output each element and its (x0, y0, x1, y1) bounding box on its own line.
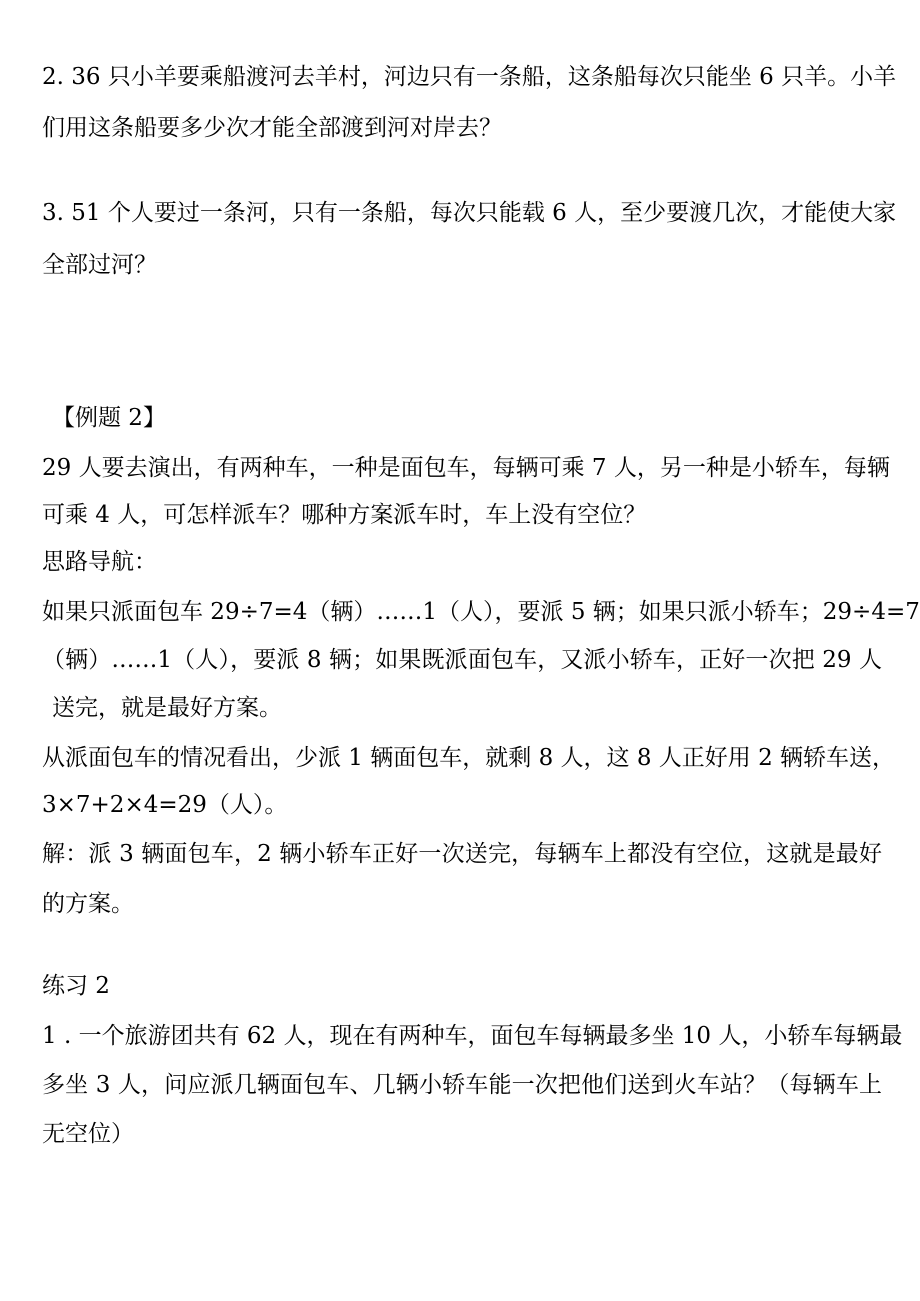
example-2-heading: 【例题 2】 (52, 405, 166, 431)
example-2-solution-line-2: 的方案。 (42, 891, 134, 917)
example-2-guide-line-2: （辆）……1（人），要派 8 辆；如果既派面包车，又派小轿车，正好一次把 29 人 (42, 647, 882, 673)
problem-3-line-2: 全部过河？ (42, 252, 157, 278)
example-2-guide-line-1: 如果只派面包车 29÷7=4（辆）……1（人），要派 5 辆；如果只派小轿车；29÷4=7 (42, 599, 920, 625)
example-2-analysis-line-1: 从派面包车的情况看出，少派 1 辆面包车，就剩 8 人，这 8 人正好用 2 辆轿车送， (42, 745, 896, 771)
example-2-question-line-1: 29 人要去演出，有两种车，一种是面包车，每辆可乘 7 人，另一种是小轿车，每辆 (42, 455, 890, 481)
example-2-guide-label: 思路导航： (42, 549, 157, 575)
practice-2-item-1-line-3: 无空位） (42, 1121, 134, 1147)
example-2-guide-line-3: 送完，就是最好方案。 (52, 695, 282, 721)
practice-2-heading: 练习 2 (42, 973, 110, 999)
example-2-question-line-2: 可乘 4 人，可怎样派车？哪种方案派车时，车上没有空位？ (42, 502, 647, 528)
problem-3-line-1: 3. 51 个人要过一条河，只有一条船，每次只能载 6 人，至少要渡几次，才能使大家 (42, 200, 897, 226)
problem-2-line-2: 们用这条船要多少次才能全部渡到河对岸去？ (42, 115, 502, 141)
practice-2-item-1-line-1: 1 . 一个旅游团共有 62 人，现在有两种车，面包车每辆最多坐 10 人，小轿车每辆最 (42, 1023, 903, 1049)
practice-2-item-1-line-2: 多坐 3 人，问应派几辆面包车、几辆小轿车能一次把他们送到火车站？（每辆车上 (42, 1072, 882, 1098)
problem-2-line-1: 2. 36 只小羊要乘船渡河去羊村，河边只有一条船，这条船每次只能坐 6 只羊。小羊 (42, 64, 897, 90)
example-2-solution-line-1: 解：派 3 辆面包车，2 辆小轿车正好一次送完，每辆车上都没有空位，这就是最好 (42, 841, 882, 867)
example-2-analysis-line-2: 3×7+2×4=29（人）。 (42, 792, 288, 818)
